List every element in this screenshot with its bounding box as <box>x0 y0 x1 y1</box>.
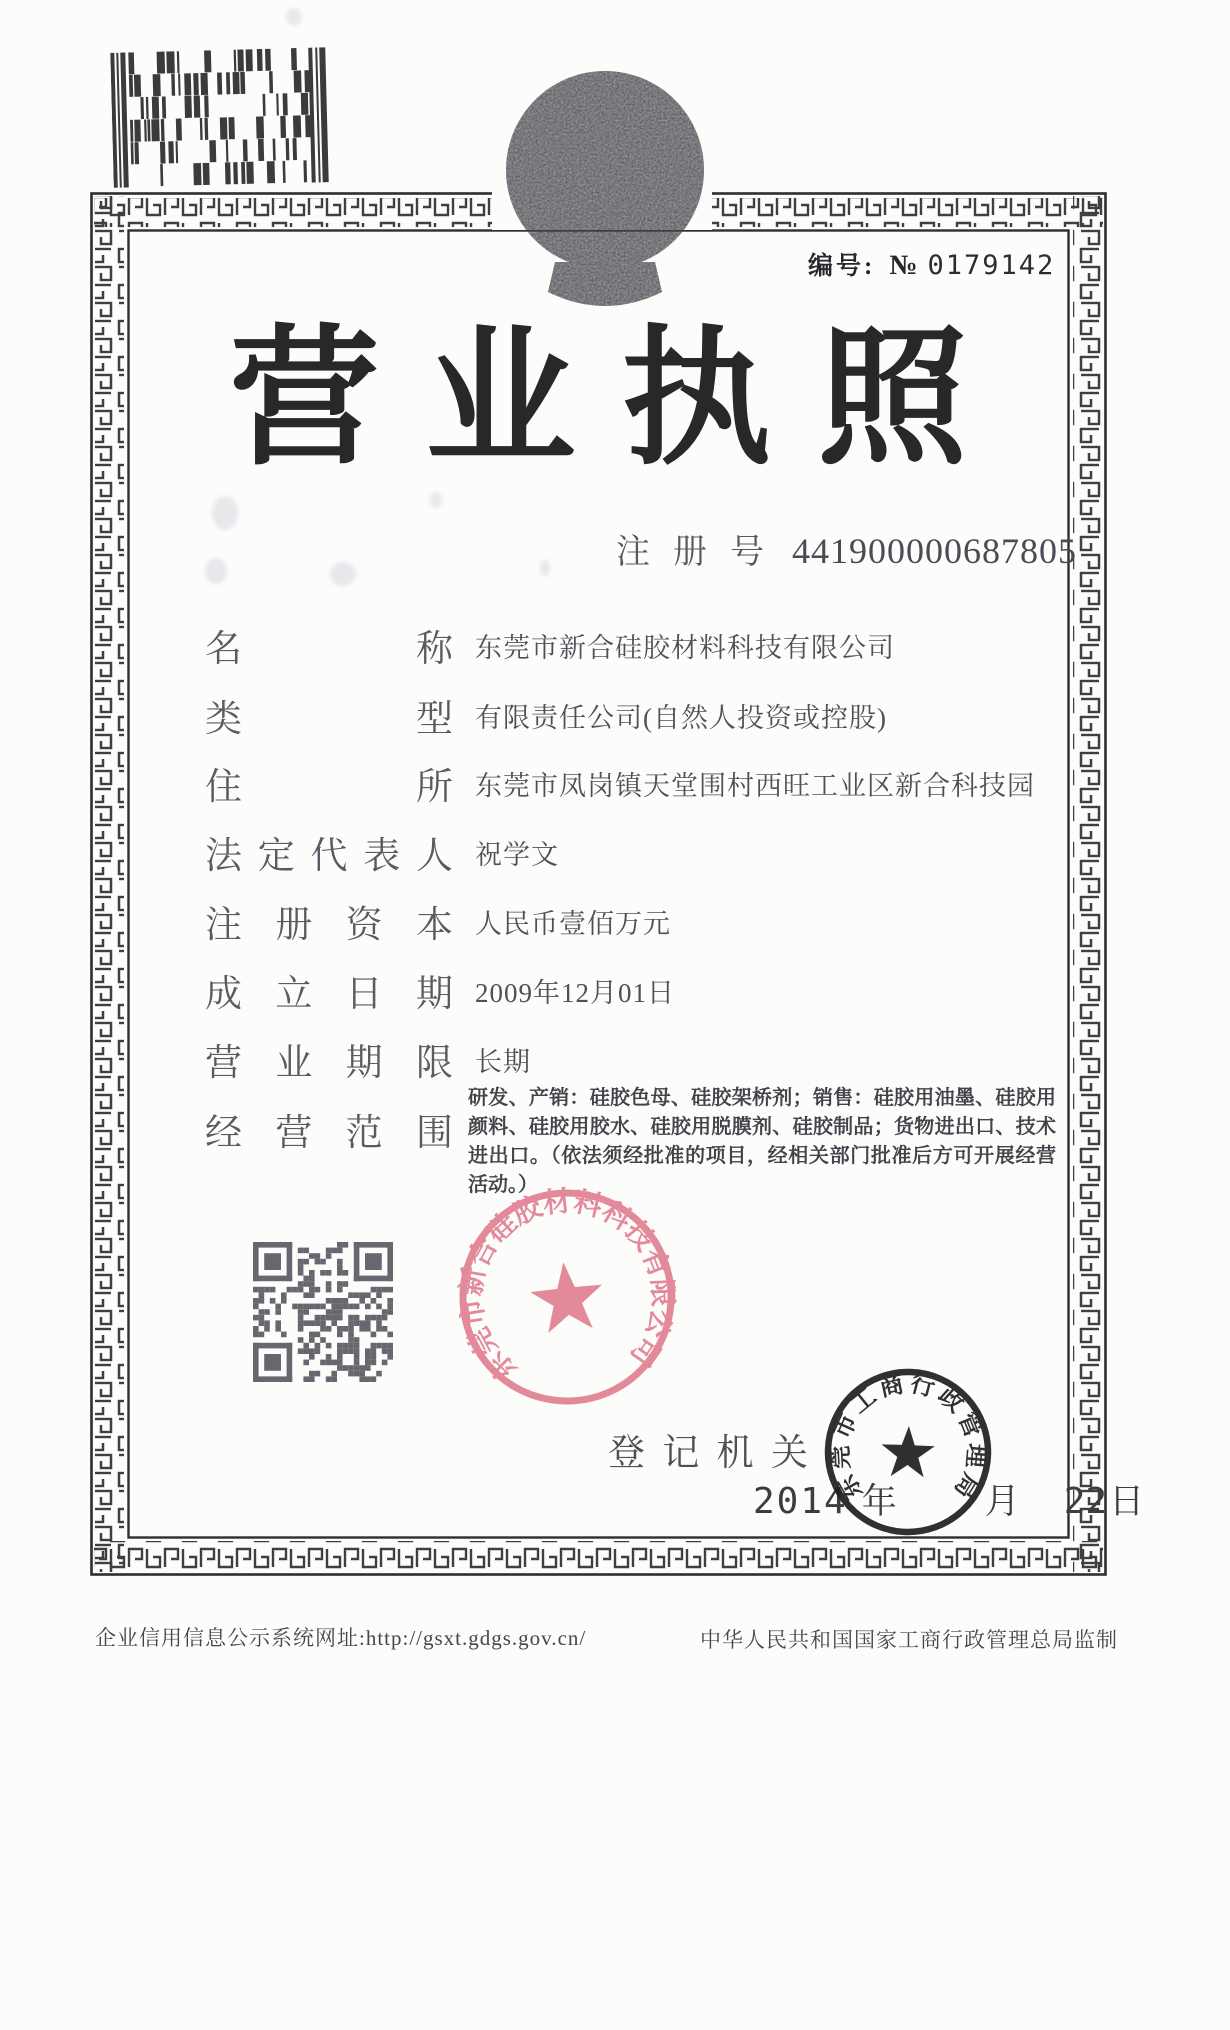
serial-digits: 0179142 <box>927 250 1056 281</box>
field-label: 法 定 代 表 人 <box>205 836 453 877</box>
footer-issuing-authority: 中华人民共和国国家工商行政管理总局监制 <box>700 1628 1118 1652</box>
field-value: 有限责任公司(自然人投资或控股) <box>475 702 887 733</box>
registration-number-line <box>616 524 1077 573</box>
field-label: 类 型 <box>205 699 453 740</box>
regno-label: 注 册 号 <box>616 534 764 571</box>
field-row-capital <box>205 894 1085 948</box>
company-seal-star <box>527 1258 606 1334</box>
date-month-unit: 月 <box>984 1482 1020 1521</box>
footer-credit-system-url: 企业信用信息公示系统网址:http://gsxt.gdgs.gov.cn/ <box>95 1626 587 1650</box>
scan-smudge <box>330 562 356 586</box>
serial-number-line <box>808 246 1055 282</box>
field-row-name <box>205 618 1085 672</box>
scan-smudge <box>205 558 227 584</box>
registry-seal-star <box>881 1425 936 1478</box>
scan-smudge <box>540 560 550 576</box>
serial-label: 编号: <box>808 253 876 280</box>
field-value: 东莞市凤岗镇天堂围村西旺工业区新合科技园 <box>475 770 1035 801</box>
scan-smudge <box>286 8 302 26</box>
regno-value: 441900000687805 <box>792 531 1077 571</box>
date-year: 2014 <box>753 1481 848 1522</box>
field-value: 长期 <box>475 1046 531 1077</box>
scan-smudge <box>430 492 442 508</box>
date-year-unit: 年 <box>861 1482 897 1521</box>
date-day: 22 <box>1063 1481 1108 1522</box>
company-seal <box>402 1132 732 1462</box>
scan-smudge <box>212 496 238 530</box>
field-value: 祝学文 <box>475 839 559 870</box>
field-value: 2009年12月01日 <box>475 977 675 1008</box>
pdf417-barcode <box>110 47 331 188</box>
license-title: 营业执照 <box>229 314 1014 482</box>
field-row-type <box>205 688 1085 742</box>
registry-seal-arc-text: 东莞市工商行政管理局 <box>827 1370 989 1506</box>
field-label: 住 所 <box>205 767 453 808</box>
field-row-term <box>205 1032 1085 1086</box>
field-row-established <box>205 963 1085 1017</box>
numero-symbol: № <box>889 250 918 281</box>
field-label: 名 称 <box>205 629 453 670</box>
field-row-legal-rep <box>205 825 1085 879</box>
field-row-address <box>205 756 1085 810</box>
date-day-unit: 日 <box>1109 1482 1145 1521</box>
field-label: 成 立 日 期 <box>205 974 453 1015</box>
field-label-business-scope: 经 营 范 围 <box>205 1113 453 1154</box>
business-scope-text: 研发、产销：硅胶色母、硅胶架桥剂；销售：硅胶用油墨、硅胶用颜料、硅胶用胶水、硅胶用脱膜剂、硅胶制品；货物进出口、技术进出口。（依法须经批准的项目，经相关部门批准后方可开展经营活动。） <box>468 1087 1056 1196</box>
qr-code <box>253 1242 393 1382</box>
field-value: 东莞市新合硅胶材料科技有限公司 <box>475 632 895 663</box>
national-emblem <box>492 66 720 322</box>
field-label: 注 册 资 本 <box>205 905 453 946</box>
field-value: 人民币壹佰万元 <box>475 908 671 939</box>
registry-authority-seal <box>810 1354 1007 1551</box>
registrar-label: 登 记 机 关 <box>608 1433 808 1474</box>
field-label: 营 业 期 限 <box>205 1043 453 1084</box>
company-seal-arc-text: 东莞市新合硅胶材料科技有限公司 <box>456 1186 678 1387</box>
